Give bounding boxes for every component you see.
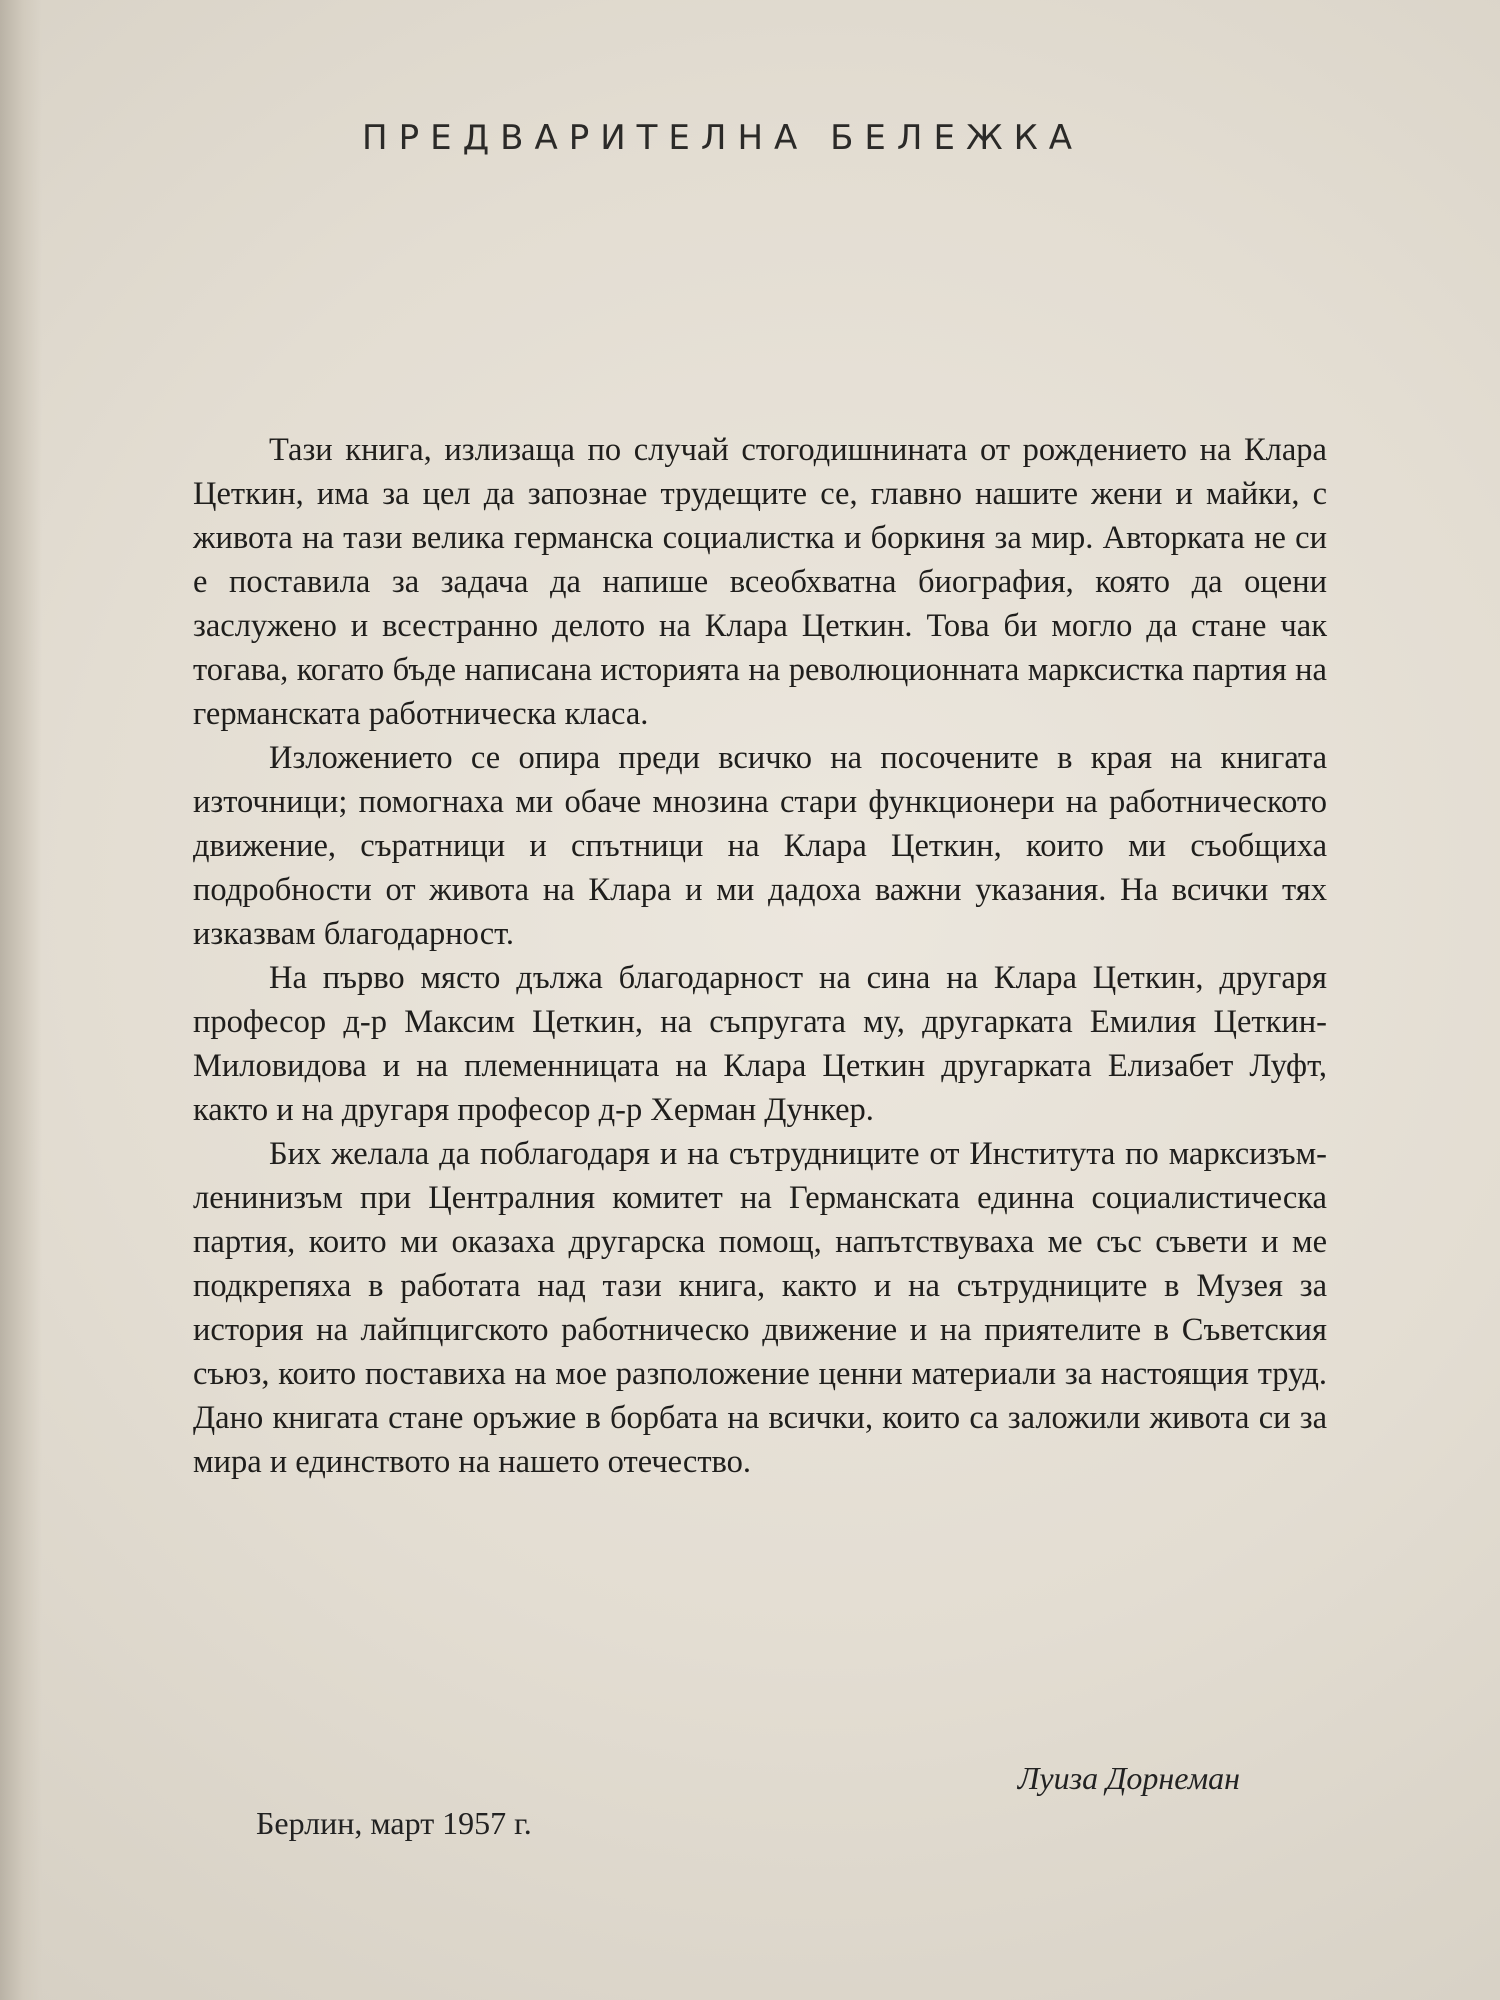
book-spine-shadow [0, 0, 42, 2000]
paragraph-3: На първо място дължа благодарност на сина на Клара Цеткин, другаря професор д-р Максим Цеткин, на съпругата му, другарката Емилия Цеткин-Миловидова и на племенницата на Клара Цеткин другарката Елизабет Луфт, както и на другаря професор д-р Херман Дункер. [193, 960, 1327, 1128]
page-title: ПРЕДВАРИТЕЛНА БЕЛЕЖКА [362, 118, 1083, 158]
place-date: Берлин, март 1957 г. [256, 1805, 532, 1841]
paragraph-4: Бих желала да поблагодаря и на сътрудниците от Института по марксизъм-ленинизъм при Централния комитет на Германската единна социалистическа партия, които ми оказаха другарска помощ, напътствуваха ме със съвети и ме подкрепяха в работата над тази книга, както и на сътрудниците в Музея за история на лайпцигското работническо движение и на приятелите в Съветския съюз, които поставиха на мое разположение ценни материали за настоящия труд. Дано книгата стане оръжие в борбата на всички, които са заложили живота си за мира и единството на нашето отечество. [193, 1136, 1327, 1480]
paragraph-1: Тази книга, излизаща по случай стогодишнината от рождението на Клара Цеткин, има за цел да запознае трудещите се, главно нашите жени и майки, с живота на тази велика германска социалистка и боркиня за мир. Авторката не си е поставила за задача да напише всеобхватна биография, която да оцени заслужено и всестранно делото на Клара Цеткин. Това би могло да стане чак тогава, когато бъде написана историята на революционната марксистка партия на германската работническа класа. [193, 432, 1327, 732]
body-text [193, 428, 1327, 1484]
author-signature: Луиза Дорнеман [1017, 1760, 1240, 1796]
paragraph-2: Изложението се опира преди всичко на посочените в края на книгата източници; помогнаха ми обаче мнозина стари функционери на работническото движение, съратници и спътници на Клара Цеткин, които ми съобщиха подробности от живота на Клара и ми дадоха важни указания. На всички тях изказвам благодарност. [193, 740, 1327, 952]
